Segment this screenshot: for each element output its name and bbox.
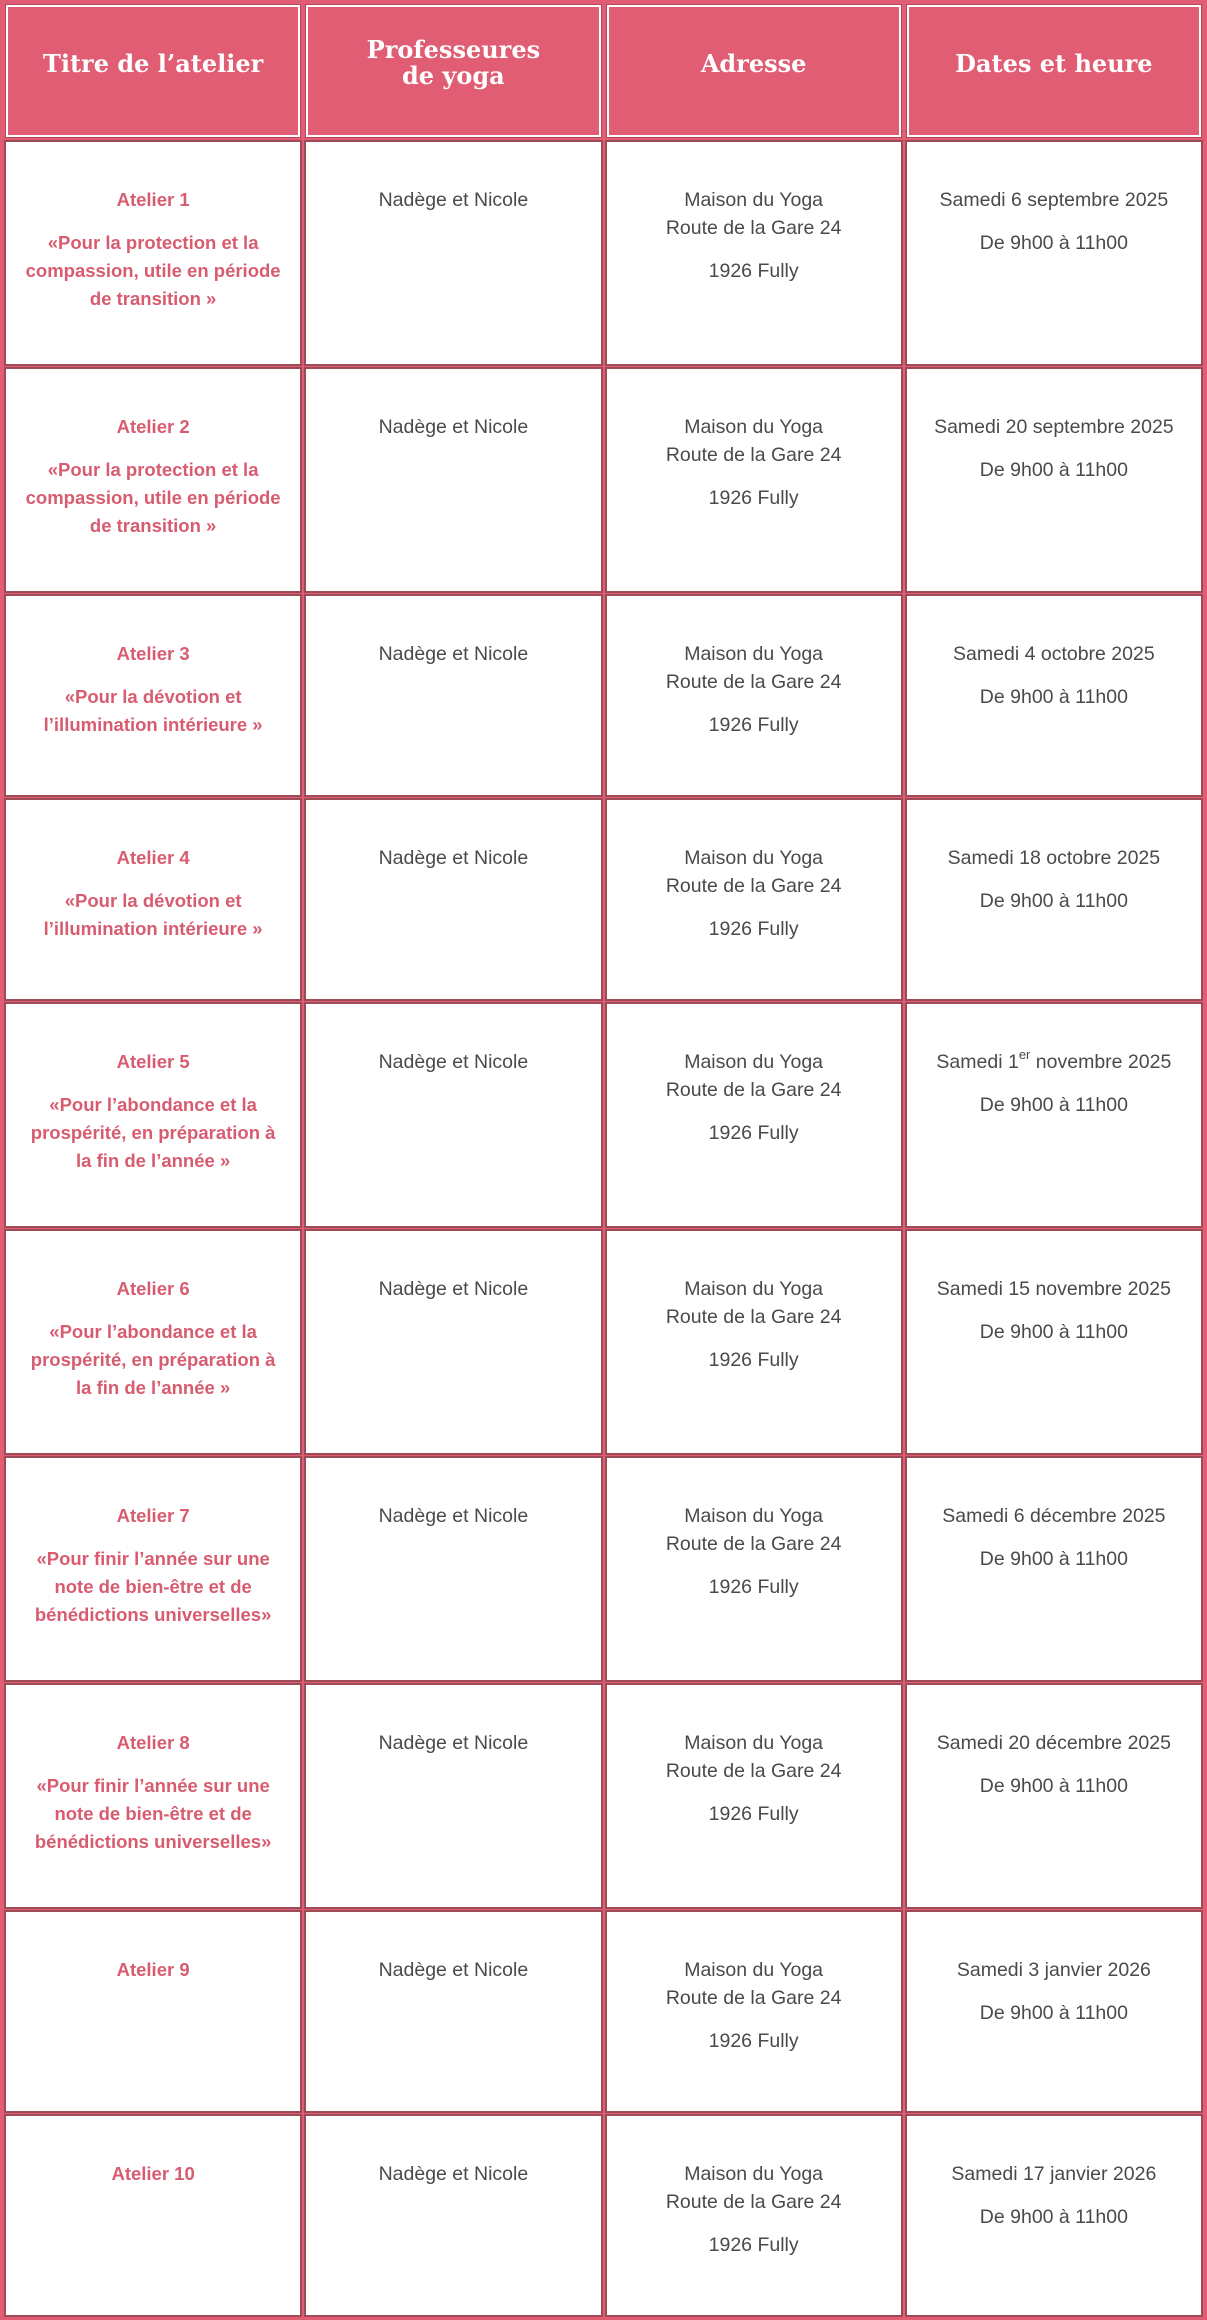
cell-teachers bbox=[306, 369, 600, 591]
teachers-text: Nadège et Nicole bbox=[378, 189, 529, 211]
address-line2: Route de la Gare 24 bbox=[665, 875, 842, 897]
time-text: De 9h00 à 11h00 bbox=[979, 686, 1128, 708]
header-address: Adresse bbox=[607, 5, 901, 137]
workshop-title: Atelier 6 bbox=[116, 1278, 190, 1299]
cell-address bbox=[607, 2116, 901, 2315]
header-workshop-title: Titre de l’atelier bbox=[6, 5, 300, 137]
address-line3: 1926 Fully bbox=[708, 260, 799, 282]
workshop-subtitle: «Pour la dévotion et l’illumination intérieure » bbox=[43, 686, 263, 735]
cell-address bbox=[607, 369, 901, 591]
workshop-subtitle: «Pour la protection et la compassion, utile en période de transition » bbox=[25, 232, 281, 309]
workshop-title: Atelier 10 bbox=[111, 2163, 195, 2184]
workshop-subtitle: «Pour la protection et la compassion, utile en période de transition » bbox=[25, 459, 281, 536]
table-row bbox=[6, 1685, 1201, 1907]
workshop-title: Atelier 2 bbox=[116, 416, 190, 437]
header-dates: Dates et heure bbox=[907, 5, 1201, 137]
header-teachers-line1: Professeures bbox=[366, 35, 541, 64]
date-text: Samedi 6 septembre 2025 bbox=[939, 189, 1169, 211]
cell-teachers bbox=[306, 596, 600, 795]
cell-teachers bbox=[306, 1458, 600, 1680]
teachers-text: Nadège et Nicole bbox=[378, 1505, 529, 1527]
cell-dates bbox=[907, 2116, 1201, 2315]
address-line3: 1926 Fully bbox=[708, 1349, 799, 1371]
teachers-text: Nadège et Nicole bbox=[378, 416, 529, 438]
address-line1: Maison du Yoga bbox=[684, 847, 824, 869]
workshop-title: Atelier 4 bbox=[116, 847, 190, 868]
time-text: De 9h00 à 11h00 bbox=[979, 1775, 1128, 1797]
cell-teachers bbox=[306, 1231, 600, 1453]
cell-address bbox=[607, 596, 901, 795]
address-line3: 1926 Fully bbox=[708, 2030, 799, 2052]
cell-teachers bbox=[306, 800, 600, 999]
cell-workshop bbox=[6, 1685, 300, 1907]
cell-address bbox=[607, 1231, 901, 1453]
cell-dates bbox=[907, 142, 1201, 364]
workshop-subtitle: «Pour l’abondance et la prospérité, en préparation à la fin de l’année » bbox=[30, 1094, 276, 1171]
time-text: De 9h00 à 11h00 bbox=[979, 2002, 1128, 2024]
cell-teachers bbox=[306, 142, 600, 364]
address-line2: Route de la Gare 24 bbox=[665, 217, 842, 239]
table-row bbox=[6, 1004, 1201, 1226]
address-line1: Maison du Yoga bbox=[684, 1051, 824, 1073]
date-text: Samedi 20 septembre 2025 bbox=[934, 416, 1174, 438]
cell-workshop bbox=[6, 1231, 300, 1453]
header-teachers-line2: de yoga bbox=[402, 61, 505, 90]
teachers-text: Nadège et Nicole bbox=[378, 2163, 529, 2185]
address-line1: Maison du Yoga bbox=[684, 1959, 824, 1981]
table-row bbox=[6, 369, 1201, 591]
cell-workshop bbox=[6, 596, 300, 795]
address-line1: Maison du Yoga bbox=[684, 1732, 824, 1754]
address-line2: Route de la Gare 24 bbox=[665, 444, 842, 466]
time-text: De 9h00 à 11h00 bbox=[979, 459, 1128, 481]
header-teachers bbox=[306, 5, 600, 137]
date-text: Samedi 20 décembre 2025 bbox=[936, 1732, 1171, 1754]
workshop-title: Atelier 8 bbox=[116, 1732, 190, 1753]
cell-address bbox=[607, 800, 901, 999]
workshop-subtitle: «Pour l’abondance et la prospérité, en préparation à la fin de l’année » bbox=[30, 1321, 276, 1398]
time-text: De 9h00 à 11h00 bbox=[979, 1321, 1128, 1343]
address-line3: 1926 Fully bbox=[708, 918, 799, 940]
cell-dates bbox=[907, 1912, 1201, 2111]
workshop-title: Atelier 3 bbox=[116, 643, 190, 664]
address-line1: Maison du Yoga bbox=[684, 416, 824, 438]
table-body bbox=[6, 142, 1201, 2315]
date-text bbox=[925, 1048, 1183, 1076]
workshop-subtitle: «Pour la dévotion et l’illumination intérieure » bbox=[43, 890, 263, 939]
address-line2: Route de la Gare 24 bbox=[665, 1760, 842, 1782]
teachers-text: Nadège et Nicole bbox=[378, 847, 529, 869]
address-line2: Route de la Gare 24 bbox=[665, 1987, 842, 2009]
date-text: Samedi 6 décembre 2025 bbox=[942, 1505, 1166, 1527]
cell-dates bbox=[907, 1685, 1201, 1907]
table-row bbox=[6, 596, 1201, 795]
time-text: De 9h00 à 11h00 bbox=[979, 2206, 1128, 2228]
cell-address bbox=[607, 1685, 901, 1907]
teachers-text: Nadège et Nicole bbox=[378, 1732, 529, 1754]
address-line1: Maison du Yoga bbox=[684, 1505, 824, 1527]
cell-teachers bbox=[306, 1004, 600, 1226]
cell-address bbox=[607, 142, 901, 364]
cell-dates bbox=[907, 1458, 1201, 1680]
cell-dates bbox=[907, 800, 1201, 999]
time-text: De 9h00 à 11h00 bbox=[979, 232, 1128, 254]
teachers-text: Nadège et Nicole bbox=[378, 643, 529, 665]
address-line1: Maison du Yoga bbox=[684, 2163, 824, 2185]
workshop-subtitle: «Pour finir l’année sur une note de bien-être et de bénédictions universelles» bbox=[34, 1548, 272, 1625]
table-header-row bbox=[6, 5, 1201, 137]
cell-dates bbox=[907, 596, 1201, 795]
workshop-subtitle: «Pour finir l’année sur une note de bien-être et de bénédictions universelles» bbox=[34, 1775, 272, 1852]
cell-workshop bbox=[6, 369, 300, 591]
date-text: Samedi 17 janvier 2026 bbox=[951, 2163, 1157, 2185]
cell-dates bbox=[907, 369, 1201, 591]
table-row bbox=[6, 1912, 1201, 2111]
cell-teachers bbox=[306, 1685, 600, 1907]
cell-dates bbox=[907, 1004, 1201, 1226]
address-line1: Maison du Yoga bbox=[684, 643, 824, 665]
time-text: De 9h00 à 11h00 bbox=[979, 1094, 1128, 1116]
date-text: Samedi 18 octobre 2025 bbox=[947, 847, 1161, 869]
cell-workshop bbox=[6, 800, 300, 999]
teachers-text: Nadège et Nicole bbox=[378, 1051, 529, 1073]
teachers-text: Nadège et Nicole bbox=[378, 1278, 529, 1300]
date-text-post: novembre 2025 bbox=[1030, 1051, 1172, 1073]
date-text: Samedi 3 janvier 2026 bbox=[956, 1959, 1151, 1981]
address-line3: 1926 Fully bbox=[708, 1122, 799, 1144]
workshop-title: Atelier 5 bbox=[116, 1051, 190, 1072]
address-line3: 1926 Fully bbox=[708, 714, 799, 736]
cell-teachers bbox=[306, 1912, 600, 2111]
cell-address bbox=[607, 1912, 901, 2111]
table-row bbox=[6, 2116, 1201, 2315]
cell-workshop bbox=[6, 1004, 300, 1226]
address-line1: Maison du Yoga bbox=[684, 189, 824, 211]
workshop-title: Atelier 7 bbox=[116, 1505, 190, 1526]
address-line3: 1926 Fully bbox=[708, 2234, 799, 2256]
address-line2: Route de la Gare 24 bbox=[665, 2191, 842, 2213]
address-line3: 1926 Fully bbox=[708, 1576, 799, 1598]
time-text: De 9h00 à 11h00 bbox=[979, 890, 1128, 912]
table-row bbox=[6, 1458, 1201, 1680]
table-row bbox=[6, 800, 1201, 999]
date-text: Samedi 4 octobre 2025 bbox=[953, 643, 1155, 665]
date-text: Samedi 15 novembre 2025 bbox=[936, 1278, 1171, 1300]
address-line2: Route de la Gare 24 bbox=[665, 1533, 842, 1555]
time-text: De 9h00 à 11h00 bbox=[979, 1548, 1128, 1570]
date-text-pre: Samedi 1 bbox=[936, 1051, 1019, 1073]
cell-address bbox=[607, 1004, 901, 1226]
workshop-title: Atelier 9 bbox=[116, 1959, 190, 1980]
date-text-sup: er bbox=[1018, 1046, 1031, 1062]
address-line2: Route de la Gare 24 bbox=[665, 1079, 842, 1101]
cell-workshop bbox=[6, 1912, 300, 2111]
cell-workshop bbox=[6, 2116, 300, 2315]
cell-workshop bbox=[6, 1458, 300, 1680]
cell-dates bbox=[907, 1231, 1201, 1453]
workshop-title: Atelier 1 bbox=[116, 189, 190, 210]
teachers-text: Nadège et Nicole bbox=[378, 1959, 529, 1981]
cell-teachers bbox=[306, 2116, 600, 2315]
address-line2: Route de la Gare 24 bbox=[665, 671, 842, 693]
cell-workshop bbox=[6, 142, 300, 364]
table-row bbox=[6, 1231, 1201, 1453]
table-row bbox=[6, 142, 1201, 364]
address-line3: 1926 Fully bbox=[708, 1803, 799, 1825]
address-line1: Maison du Yoga bbox=[684, 1278, 824, 1300]
address-line2: Route de la Gare 24 bbox=[665, 1306, 842, 1328]
address-line3: 1926 Fully bbox=[708, 487, 799, 509]
cell-address bbox=[607, 1458, 901, 1680]
